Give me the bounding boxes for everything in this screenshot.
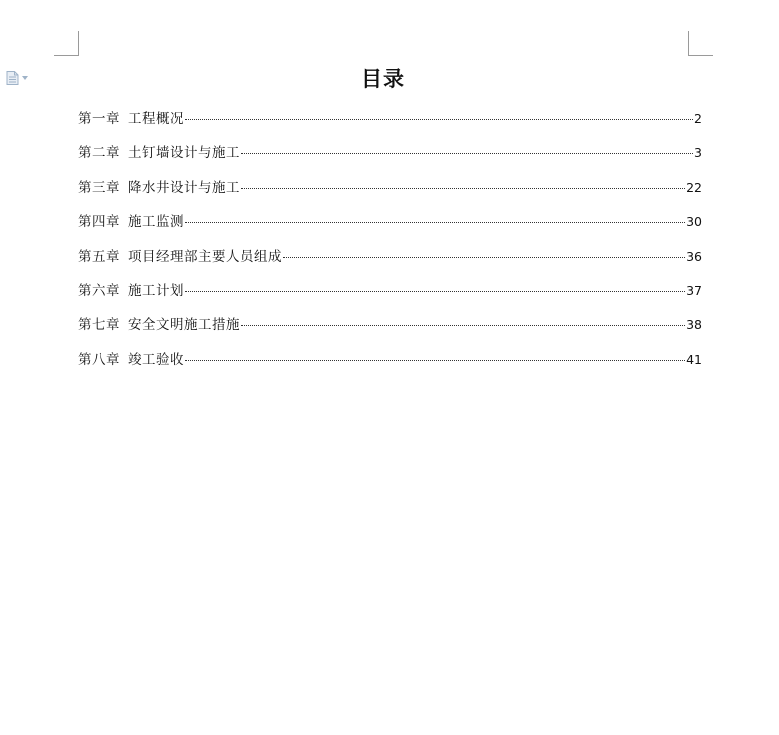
toc-chapter-number: 第三章 — [78, 179, 120, 196]
toc-dot-leader — [241, 188, 685, 189]
toc-chapter-number: 第六章 — [78, 282, 120, 299]
toc-dot-leader — [185, 222, 685, 223]
table-of-contents — [78, 109, 702, 384]
toc-dot-leader — [283, 257, 685, 258]
toc-page-number: 37 — [686, 282, 702, 298]
toc-dot-leader — [241, 325, 685, 326]
toc-entry[interactable] — [78, 315, 702, 349]
toc-entry[interactable] — [78, 212, 702, 246]
toc-entry[interactable] — [78, 178, 702, 212]
toc-chapter-number: 第二章 — [78, 145, 120, 162]
toc-chapter-title: 施工计划 — [128, 282, 184, 299]
toc-chapter-title: 降水井设计与施工 — [128, 179, 240, 196]
toc-dot-leader — [185, 360, 685, 361]
toc-chapter-title: 土钉墙设计与施工 — [128, 145, 240, 162]
toc-chapter-number: 第八章 — [78, 351, 120, 368]
toc-chapter-title: 工程概况 — [128, 111, 184, 127]
toc-dot-leader — [241, 153, 693, 154]
toc-chapter-number: 第五章 — [78, 248, 120, 265]
toc-page-number: 3 — [694, 145, 702, 161]
toc-chapter-title: 施工监测 — [128, 214, 184, 231]
toc-dot-leader — [185, 119, 693, 120]
toc-entry[interactable] — [78, 350, 702, 384]
toc-chapter-number: 第一章 — [78, 111, 120, 127]
toc-dot-leader — [185, 291, 685, 292]
toc-entry[interactable] — [78, 247, 702, 281]
toc-entry[interactable] — [78, 281, 702, 315]
toc-page-number: 2 — [694, 111, 702, 126]
toc-page-number: 30 — [686, 214, 702, 230]
toc-page-number: 22 — [686, 179, 702, 195]
toc-chapter-number: 第七章 — [78, 317, 120, 334]
toc-page-number: 41 — [686, 351, 702, 367]
toc-chapter-title: 竣工验收 — [128, 351, 184, 368]
toc-chapter-title: 项目经理部主要人员组成 — [128, 248, 282, 265]
toc-page-number: 36 — [686, 248, 702, 264]
toc-title: 目录 — [361, 66, 405, 91]
toc-page-number: 38 — [686, 317, 702, 333]
toc-entry[interactable] — [78, 143, 702, 177]
page-corner-mark-left — [54, 31, 79, 56]
page-corner-mark-right — [688, 31, 713, 56]
toc-entry[interactable] — [78, 109, 702, 143]
toc-chapter-number: 第四章 — [78, 214, 120, 231]
toc-chapter-title: 安全文明施工措施 — [128, 317, 240, 334]
